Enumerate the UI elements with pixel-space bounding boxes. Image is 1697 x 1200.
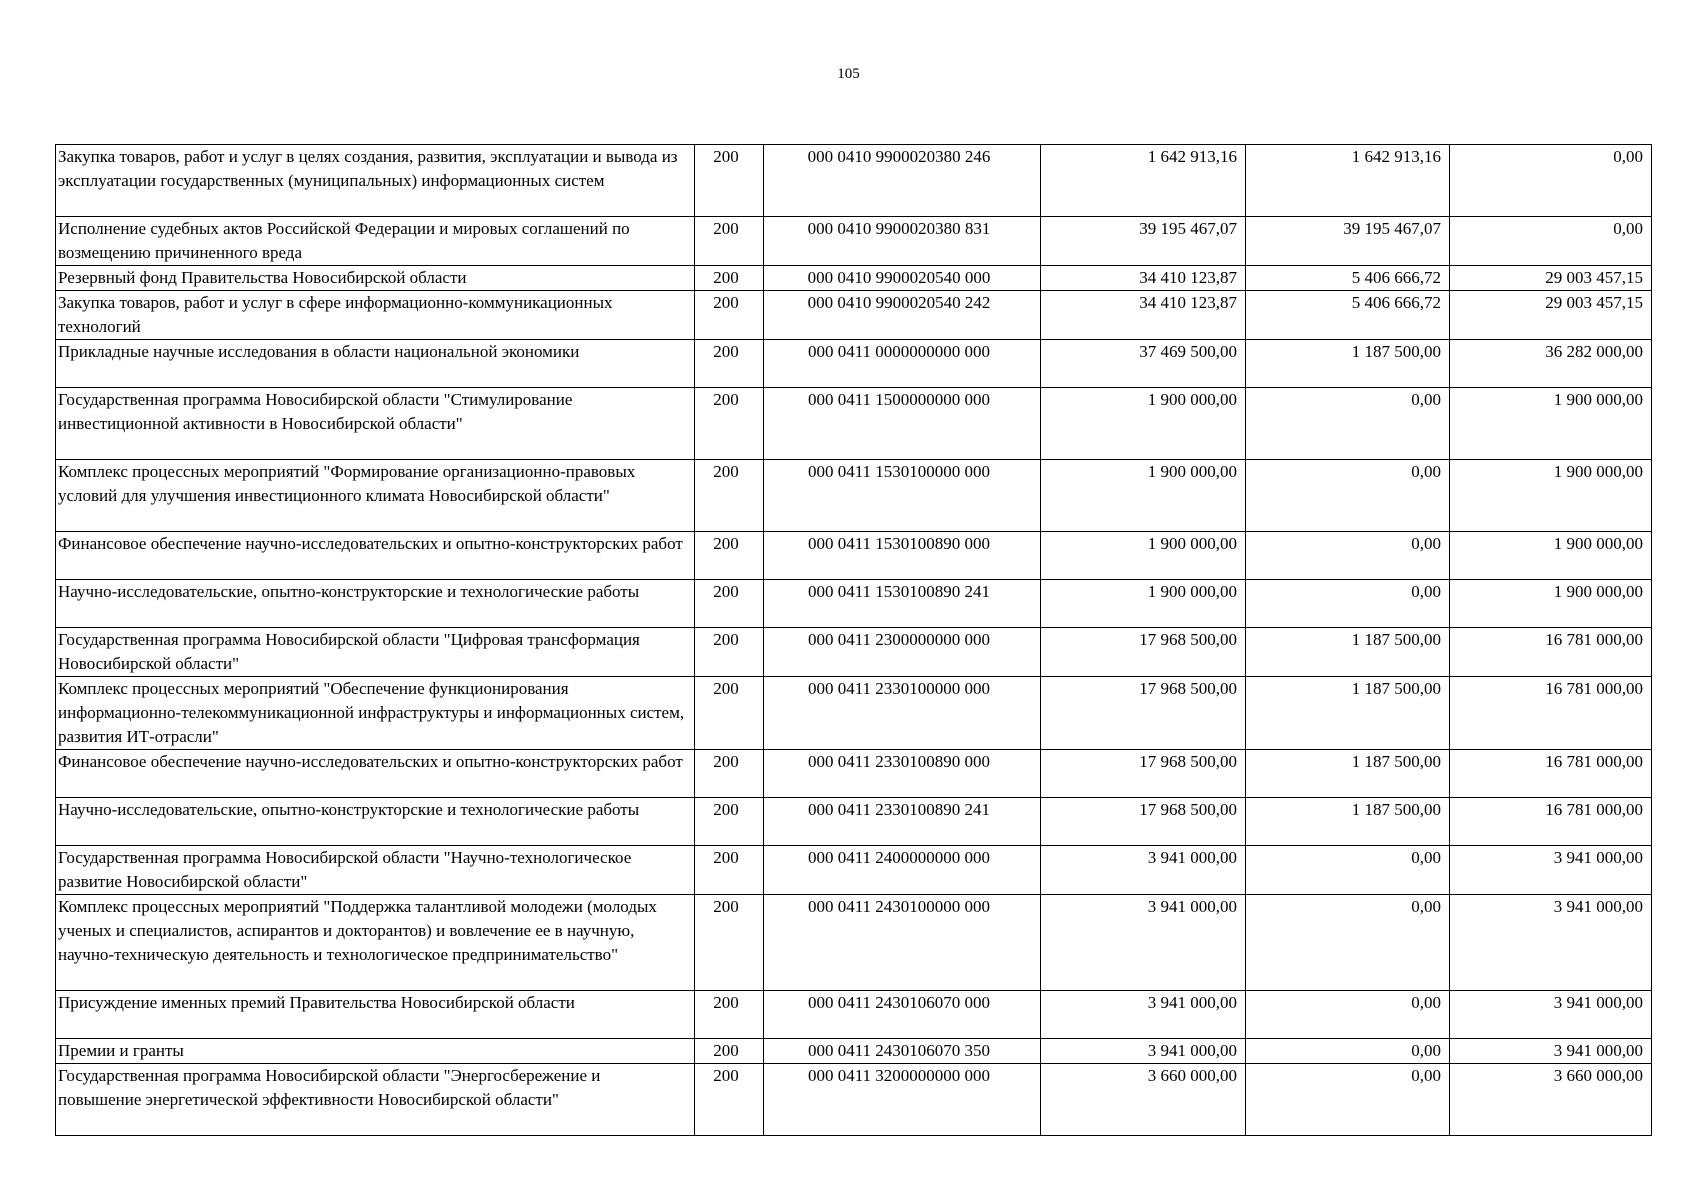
table-row <box>56 145 1652 217</box>
row-classification-cell: 000 0411 1530100890 241 <box>764 580 1041 628</box>
table-row <box>56 846 1652 895</box>
row-approved-cell: 1 900 000,00 <box>1041 580 1246 628</box>
row-code-cell: 200 <box>695 628 764 677</box>
row-approved-cell: 3 941 000,00 <box>1041 991 1246 1039</box>
row-code-cell: 200 <box>695 145 764 217</box>
table-row <box>56 628 1652 677</box>
row-name-cell: Государственная программа Новосибирской области "Научно-технологическое развитие Новосибирской области" <box>56 846 695 895</box>
row-unexecuted-cell: 0,00 <box>1450 145 1652 217</box>
row-executed-cell: 0,00 <box>1246 580 1450 628</box>
row-classification-cell: 000 0411 2430100000 000 <box>764 895 1041 991</box>
row-unexecuted-cell: 29 003 457,15 <box>1450 266 1652 291</box>
row-approved-cell: 1 900 000,00 <box>1041 388 1246 460</box>
row-name-cell: Финансовое обеспечение научно-исследовательских и опытно-конструкторских работ <box>56 532 695 580</box>
table-row <box>56 460 1652 532</box>
row-unexecuted-cell: 1 900 000,00 <box>1450 580 1652 628</box>
row-code-cell: 200 <box>695 798 764 846</box>
row-approved-cell: 37 469 500,00 <box>1041 340 1246 388</box>
row-name-cell: Закупка товаров, работ и услуг в целях создания, развития, эксплуатации и вывода из эксплуатации государственных (муниципальных) информационных систем <box>56 145 695 217</box>
row-executed-cell: 1 187 500,00 <box>1246 677 1450 750</box>
table-body <box>56 145 1652 1136</box>
row-name-cell: Премии и гранты <box>56 1039 695 1064</box>
row-unexecuted-cell: 3 941 000,00 <box>1450 895 1652 991</box>
row-code-cell: 200 <box>695 895 764 991</box>
row-executed-cell: 5 406 666,72 <box>1246 291 1450 340</box>
row-executed-cell: 0,00 <box>1246 846 1450 895</box>
row-code-cell: 200 <box>695 460 764 532</box>
row-approved-cell: 3 941 000,00 <box>1041 1039 1246 1064</box>
table-row <box>56 291 1652 340</box>
row-approved-cell: 3 941 000,00 <box>1041 895 1246 991</box>
row-executed-cell: 0,00 <box>1246 1039 1450 1064</box>
table-row <box>56 798 1652 846</box>
row-approved-cell: 34 410 123,87 <box>1041 266 1246 291</box>
row-code-cell: 200 <box>695 532 764 580</box>
row-executed-cell: 0,00 <box>1246 1064 1450 1136</box>
row-classification-cell: 000 0411 2400000000 000 <box>764 846 1041 895</box>
row-name-cell: Научно-исследовательские, опытно-конструкторские и технологические работы <box>56 798 695 846</box>
row-unexecuted-cell: 1 900 000,00 <box>1450 460 1652 532</box>
row-classification-cell: 000 0410 9900020540 000 <box>764 266 1041 291</box>
row-name-cell: Финансовое обеспечение научно-исследовательских и опытно-конструкторских работ <box>56 750 695 798</box>
table-row <box>56 580 1652 628</box>
row-code-cell: 200 <box>695 217 764 266</box>
row-classification-cell: 000 0410 9900020380 246 <box>764 145 1041 217</box>
row-approved-cell: 1 900 000,00 <box>1041 532 1246 580</box>
row-classification-cell: 000 0411 2330100000 000 <box>764 677 1041 750</box>
row-unexecuted-cell: 3 660 000,00 <box>1450 1064 1652 1136</box>
table-row <box>56 266 1652 291</box>
row-executed-cell: 1 187 500,00 <box>1246 798 1450 846</box>
row-approved-cell: 34 410 123,87 <box>1041 291 1246 340</box>
table-row <box>56 340 1652 388</box>
row-code-cell: 200 <box>695 388 764 460</box>
row-code-cell: 200 <box>695 677 764 750</box>
row-name-cell: Государственная программа Новосибирской области "Цифровая трансформация Новосибирской области" <box>56 628 695 677</box>
row-classification-cell: 000 0411 2330100890 241 <box>764 798 1041 846</box>
row-unexecuted-cell: 16 781 000,00 <box>1450 628 1652 677</box>
row-approved-cell: 17 968 500,00 <box>1041 628 1246 677</box>
row-executed-cell: 0,00 <box>1246 532 1450 580</box>
row-executed-cell: 1 187 500,00 <box>1246 340 1450 388</box>
row-unexecuted-cell: 29 003 457,15 <box>1450 291 1652 340</box>
row-executed-cell: 0,00 <box>1246 388 1450 460</box>
row-classification-cell: 000 0410 9900020380 831 <box>764 217 1041 266</box>
row-code-cell: 200 <box>695 580 764 628</box>
row-name-cell: Присуждение именных премий Правительства Новосибирской области <box>56 991 695 1039</box>
row-name-cell: Резервный фонд Правительства Новосибирской области <box>56 266 695 291</box>
row-classification-cell: 000 0411 0000000000 000 <box>764 340 1041 388</box>
row-approved-cell: 1 900 000,00 <box>1041 460 1246 532</box>
row-executed-cell: 1 642 913,16 <box>1246 145 1450 217</box>
row-approved-cell: 17 968 500,00 <box>1041 677 1246 750</box>
row-approved-cell: 3 941 000,00 <box>1041 846 1246 895</box>
row-unexecuted-cell: 3 941 000,00 <box>1450 846 1652 895</box>
row-executed-cell: 5 406 666,72 <box>1246 266 1450 291</box>
table-row <box>56 677 1652 750</box>
row-name-cell: Государственная программа Новосибирской области "Энергосбережение и повышение энергетической эффективности Новосибирской области" <box>56 1064 695 1136</box>
row-classification-cell: 000 0411 1530100000 000 <box>764 460 1041 532</box>
row-classification-cell: 000 0411 2330100890 000 <box>764 750 1041 798</box>
row-code-cell: 200 <box>695 1064 764 1136</box>
row-unexecuted-cell: 16 781 000,00 <box>1450 677 1652 750</box>
table-row <box>56 750 1652 798</box>
row-name-cell: Прикладные научные исследования в области национальной экономики <box>56 340 695 388</box>
budget-table <box>55 144 1652 1136</box>
row-unexecuted-cell: 16 781 000,00 <box>1450 798 1652 846</box>
row-executed-cell: 0,00 <box>1246 460 1450 532</box>
row-unexecuted-cell: 3 941 000,00 <box>1450 991 1652 1039</box>
table-row <box>56 217 1652 266</box>
row-approved-cell: 17 968 500,00 <box>1041 750 1246 798</box>
table-row <box>56 388 1652 460</box>
row-unexecuted-cell: 0,00 <box>1450 217 1652 266</box>
row-classification-cell: 000 0411 1530100890 000 <box>764 532 1041 580</box>
row-code-cell: 200 <box>695 1039 764 1064</box>
row-name-cell: Комплекс процессных мероприятий "Формирование организационно-правовых условий для улучшения инвестиционного климата Новосибирской области" <box>56 460 695 532</box>
table-row <box>56 532 1652 580</box>
row-approved-cell: 39 195 467,07 <box>1041 217 1246 266</box>
row-unexecuted-cell: 3 941 000,00 <box>1450 1039 1652 1064</box>
row-executed-cell: 1 187 500,00 <box>1246 628 1450 677</box>
row-classification-cell: 000 0411 2430106070 000 <box>764 991 1041 1039</box>
row-name-cell: Государственная программа Новосибирской области "Стимулирование инвестиционной активности в Новосибирской области" <box>56 388 695 460</box>
row-name-cell: Комплекс процессных мероприятий "Поддержка талантливой молодежи (молодых ученых и специалистов, аспирантов и докторантов) и вовлечение ее в научную, научно-техническую деятельность и технологическое предпринимательство" <box>56 895 695 991</box>
row-code-cell: 200 <box>695 750 764 798</box>
row-name-cell: Исполнение судебных актов Российской Федерации и мировых соглашений по возмещению причиненного вреда <box>56 217 695 266</box>
row-executed-cell: 0,00 <box>1246 991 1450 1039</box>
page-number: 105 <box>837 66 860 82</box>
row-unexecuted-cell: 16 781 000,00 <box>1450 750 1652 798</box>
row-executed-cell: 39 195 467,07 <box>1246 217 1450 266</box>
row-approved-cell: 17 968 500,00 <box>1041 798 1246 846</box>
row-code-cell: 200 <box>695 991 764 1039</box>
table-row <box>56 1064 1652 1136</box>
row-code-cell: 200 <box>695 291 764 340</box>
row-name-cell: Комплекс процессных мероприятий "Обеспечение функционирования информационно-телекоммуникационной инфраструктуры и информационных систем, развития ИТ-отрасли" <box>56 677 695 750</box>
row-classification-cell: 000 0411 3200000000 000 <box>764 1064 1041 1136</box>
row-unexecuted-cell: 36 282 000,00 <box>1450 340 1652 388</box>
row-approved-cell: 1 642 913,16 <box>1041 145 1246 217</box>
table-row <box>56 991 1652 1039</box>
table-row <box>56 895 1652 991</box>
row-classification-cell: 000 0411 1500000000 000 <box>764 388 1041 460</box>
row-unexecuted-cell: 1 900 000,00 <box>1450 532 1652 580</box>
row-code-cell: 200 <box>695 340 764 388</box>
row-name-cell: Закупка товаров, работ и услуг в сфере информационно-коммуникационных технологий <box>56 291 695 340</box>
row-unexecuted-cell: 1 900 000,00 <box>1450 388 1652 460</box>
table-row <box>56 1039 1652 1064</box>
row-classification-cell: 000 0410 9900020540 242 <box>764 291 1041 340</box>
row-executed-cell: 1 187 500,00 <box>1246 750 1450 798</box>
row-code-cell: 200 <box>695 846 764 895</box>
row-approved-cell: 3 660 000,00 <box>1041 1064 1246 1136</box>
row-code-cell: 200 <box>695 266 764 291</box>
row-classification-cell: 000 0411 2300000000 000 <box>764 628 1041 677</box>
row-executed-cell: 0,00 <box>1246 895 1450 991</box>
row-classification-cell: 000 0411 2430106070 350 <box>764 1039 1041 1064</box>
row-name-cell: Научно-исследовательские, опытно-конструкторские и технологические работы <box>56 580 695 628</box>
